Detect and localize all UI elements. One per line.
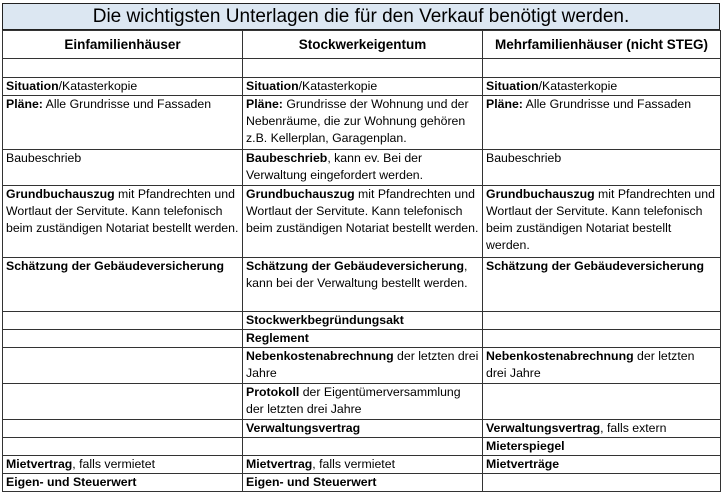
- table-cell: [3, 348, 243, 384]
- cell-bold-text: Nebenkostenabrechnung: [486, 349, 634, 363]
- table-cell: [243, 456, 483, 474]
- cell-text: der Eigentümerversammlung der letzten drei Jahre: [246, 385, 461, 416]
- cell-bold-text: Pläne:: [246, 97, 283, 111]
- table-body: [3, 59, 721, 492]
- table-cell: [243, 474, 483, 492]
- table-cell: [3, 78, 243, 96]
- table-row: [3, 420, 721, 438]
- cell-bold-text: Mietverträge: [486, 457, 560, 471]
- cell-bold-text: Pläne:: [486, 97, 523, 111]
- table-cell: [243, 348, 483, 384]
- cell-bold-text: Grundbuchauszug: [246, 187, 355, 201]
- cell-bold-text: Eigen- und Steuerwert: [6, 475, 137, 489]
- table-row: [3, 78, 721, 96]
- cell-bold-text: Situation: [246, 79, 299, 93]
- cell-bold-text: Grundbuchauszug: [6, 187, 115, 201]
- cell-text: Grundrisse der Wohnung und der Nebenräume, die zur Wohnung gehören z.B. Kellerplan, Garagenplan.: [246, 97, 469, 145]
- document-title: Die wichtigsten Unterlagen die für den Verkauf benötigt werden.: [2, 3, 720, 30]
- table-row: [3, 438, 721, 456]
- cell-bold-text: Baubeschrieb: [246, 151, 328, 165]
- table-row: [3, 384, 721, 420]
- documents-table: [2, 30, 721, 492]
- cell-bold-text: Verwaltungsvertrag: [486, 421, 601, 435]
- cell-text: Baubeschrieb: [6, 151, 82, 165]
- cell-text: /Katasterkopie: [538, 79, 618, 93]
- table-cell: [243, 438, 483, 456]
- table-cell: [483, 456, 721, 474]
- table-cell: [483, 438, 721, 456]
- cell-text: , kann ev. Bei der Verwaltung eingefordert werden.: [246, 151, 424, 182]
- table-row: [3, 59, 721, 78]
- table-cell: [243, 420, 483, 438]
- table-cell: [483, 312, 721, 330]
- table-cell: [243, 59, 483, 78]
- table-cell: [483, 420, 721, 438]
- table-cell: [243, 330, 483, 348]
- table-cell: [243, 78, 483, 96]
- table-cell: [483, 186, 721, 258]
- table-cell: [3, 330, 243, 348]
- cell-bold-text: Mietvertrag: [246, 457, 313, 471]
- cell-text: mit Pfandrechten und Wortlaut der Servitute. Kann telefonisch beim zuständigen Notariat bestellt werden.: [6, 187, 239, 235]
- table-cell: [483, 384, 721, 420]
- table-cell: [243, 258, 483, 312]
- cell-text: der letzten drei Jahre: [246, 349, 479, 380]
- table-cell: [483, 78, 721, 96]
- cell-text: Baubeschrieb: [486, 151, 562, 165]
- table-cell: [243, 312, 483, 330]
- cell-text: , falls vermietet: [72, 457, 155, 471]
- table-cell: [3, 312, 243, 330]
- table-cell: [3, 59, 243, 78]
- table-row: [3, 258, 721, 312]
- table-row: [3, 186, 721, 258]
- table-cell: [483, 96, 721, 150]
- cell-bold-text: Pläne:: [6, 97, 43, 111]
- cell-text: Alle Grundrisse und Fassaden: [522, 97, 692, 111]
- cell-bold-text: Nebenkostenabrechnung: [246, 349, 394, 363]
- cell-bold-text: Verwaltungsvertrag: [246, 421, 361, 435]
- table-cell: [3, 186, 243, 258]
- table-cell: [3, 384, 243, 420]
- table-cell: [483, 330, 721, 348]
- cell-bold-text: Schätzung der Gebäudeversicherung: [6, 259, 224, 273]
- table-cell: [243, 150, 483, 186]
- table-cell: [3, 438, 243, 456]
- cell-bold-text: Stockwerkbegründungsakt: [246, 313, 404, 327]
- cell-text: /Katasterkopie: [298, 79, 378, 93]
- table-cell: [3, 258, 243, 312]
- cell-text: mit Pfandrechten und Wortlaut der Servitute. Kann telefonisch beim zuständigen Notariat bestellt werden.: [246, 187, 479, 235]
- table-row: [3, 348, 721, 384]
- column-header-mehrfamilienhaeuser: Mehrfamilienhäuser (nicht STEG): [483, 31, 721, 59]
- table-cell: [3, 420, 243, 438]
- cell-text: /Katasterkopie: [58, 79, 138, 93]
- table-cell: [3, 150, 243, 186]
- table-row: [3, 150, 721, 186]
- cell-bold-text: Mietvertrag: [6, 457, 73, 471]
- table-row: [3, 456, 721, 474]
- cell-text: mit Pfandrechten und Wortlaut der Servitute. Kann telefonisch beim zuständigen Notariat bestellt werden.: [486, 187, 715, 252]
- table-cell: [483, 258, 721, 312]
- table-row: [3, 96, 721, 150]
- table-cell: [3, 474, 243, 492]
- table-cell: [243, 96, 483, 150]
- table-cell: [243, 384, 483, 420]
- table-row: [3, 474, 721, 492]
- table-row: [3, 330, 721, 348]
- cell-bold-text: Reglement: [246, 331, 309, 345]
- table-cell: [483, 150, 721, 186]
- table-cell: [243, 186, 483, 258]
- table-cell: [3, 456, 243, 474]
- table-row: [3, 312, 721, 330]
- header-row: [3, 31, 721, 59]
- cell-text: , kann bei der Verwaltung bestellt werden.: [246, 259, 468, 290]
- cell-bold-text: Mieterspiegel: [486, 439, 565, 453]
- cell-bold-text: Situation: [6, 79, 59, 93]
- cell-text: der letzten drei Jahre: [486, 349, 695, 380]
- cell-bold-text: Grundbuchauszug: [486, 187, 595, 201]
- table-cell: [483, 348, 721, 384]
- cell-bold-text: Situation: [486, 79, 539, 93]
- table-cell: [483, 59, 721, 78]
- cell-bold-text: Protokoll: [246, 385, 300, 399]
- cell-bold-text: Eigen- und Steuerwert: [246, 475, 377, 489]
- cell-bold-text: Schätzung der Gebäudeversicherung: [486, 259, 704, 273]
- cell-bold-text: Schätzung der Gebäudeversicherung: [246, 259, 464, 273]
- table-cell: [483, 474, 721, 492]
- cell-text: , falls extern: [600, 421, 667, 435]
- column-header-stockwerkeigentum: Stockwerkeigentum: [243, 31, 483, 59]
- table-cell: [3, 96, 243, 150]
- column-header-einfamilienhaeuser: Einfamilienhäuser: [3, 31, 243, 59]
- cell-text: Alle Grundrisse und Fassaden: [42, 97, 212, 111]
- cell-text: , falls vermietet: [312, 457, 395, 471]
